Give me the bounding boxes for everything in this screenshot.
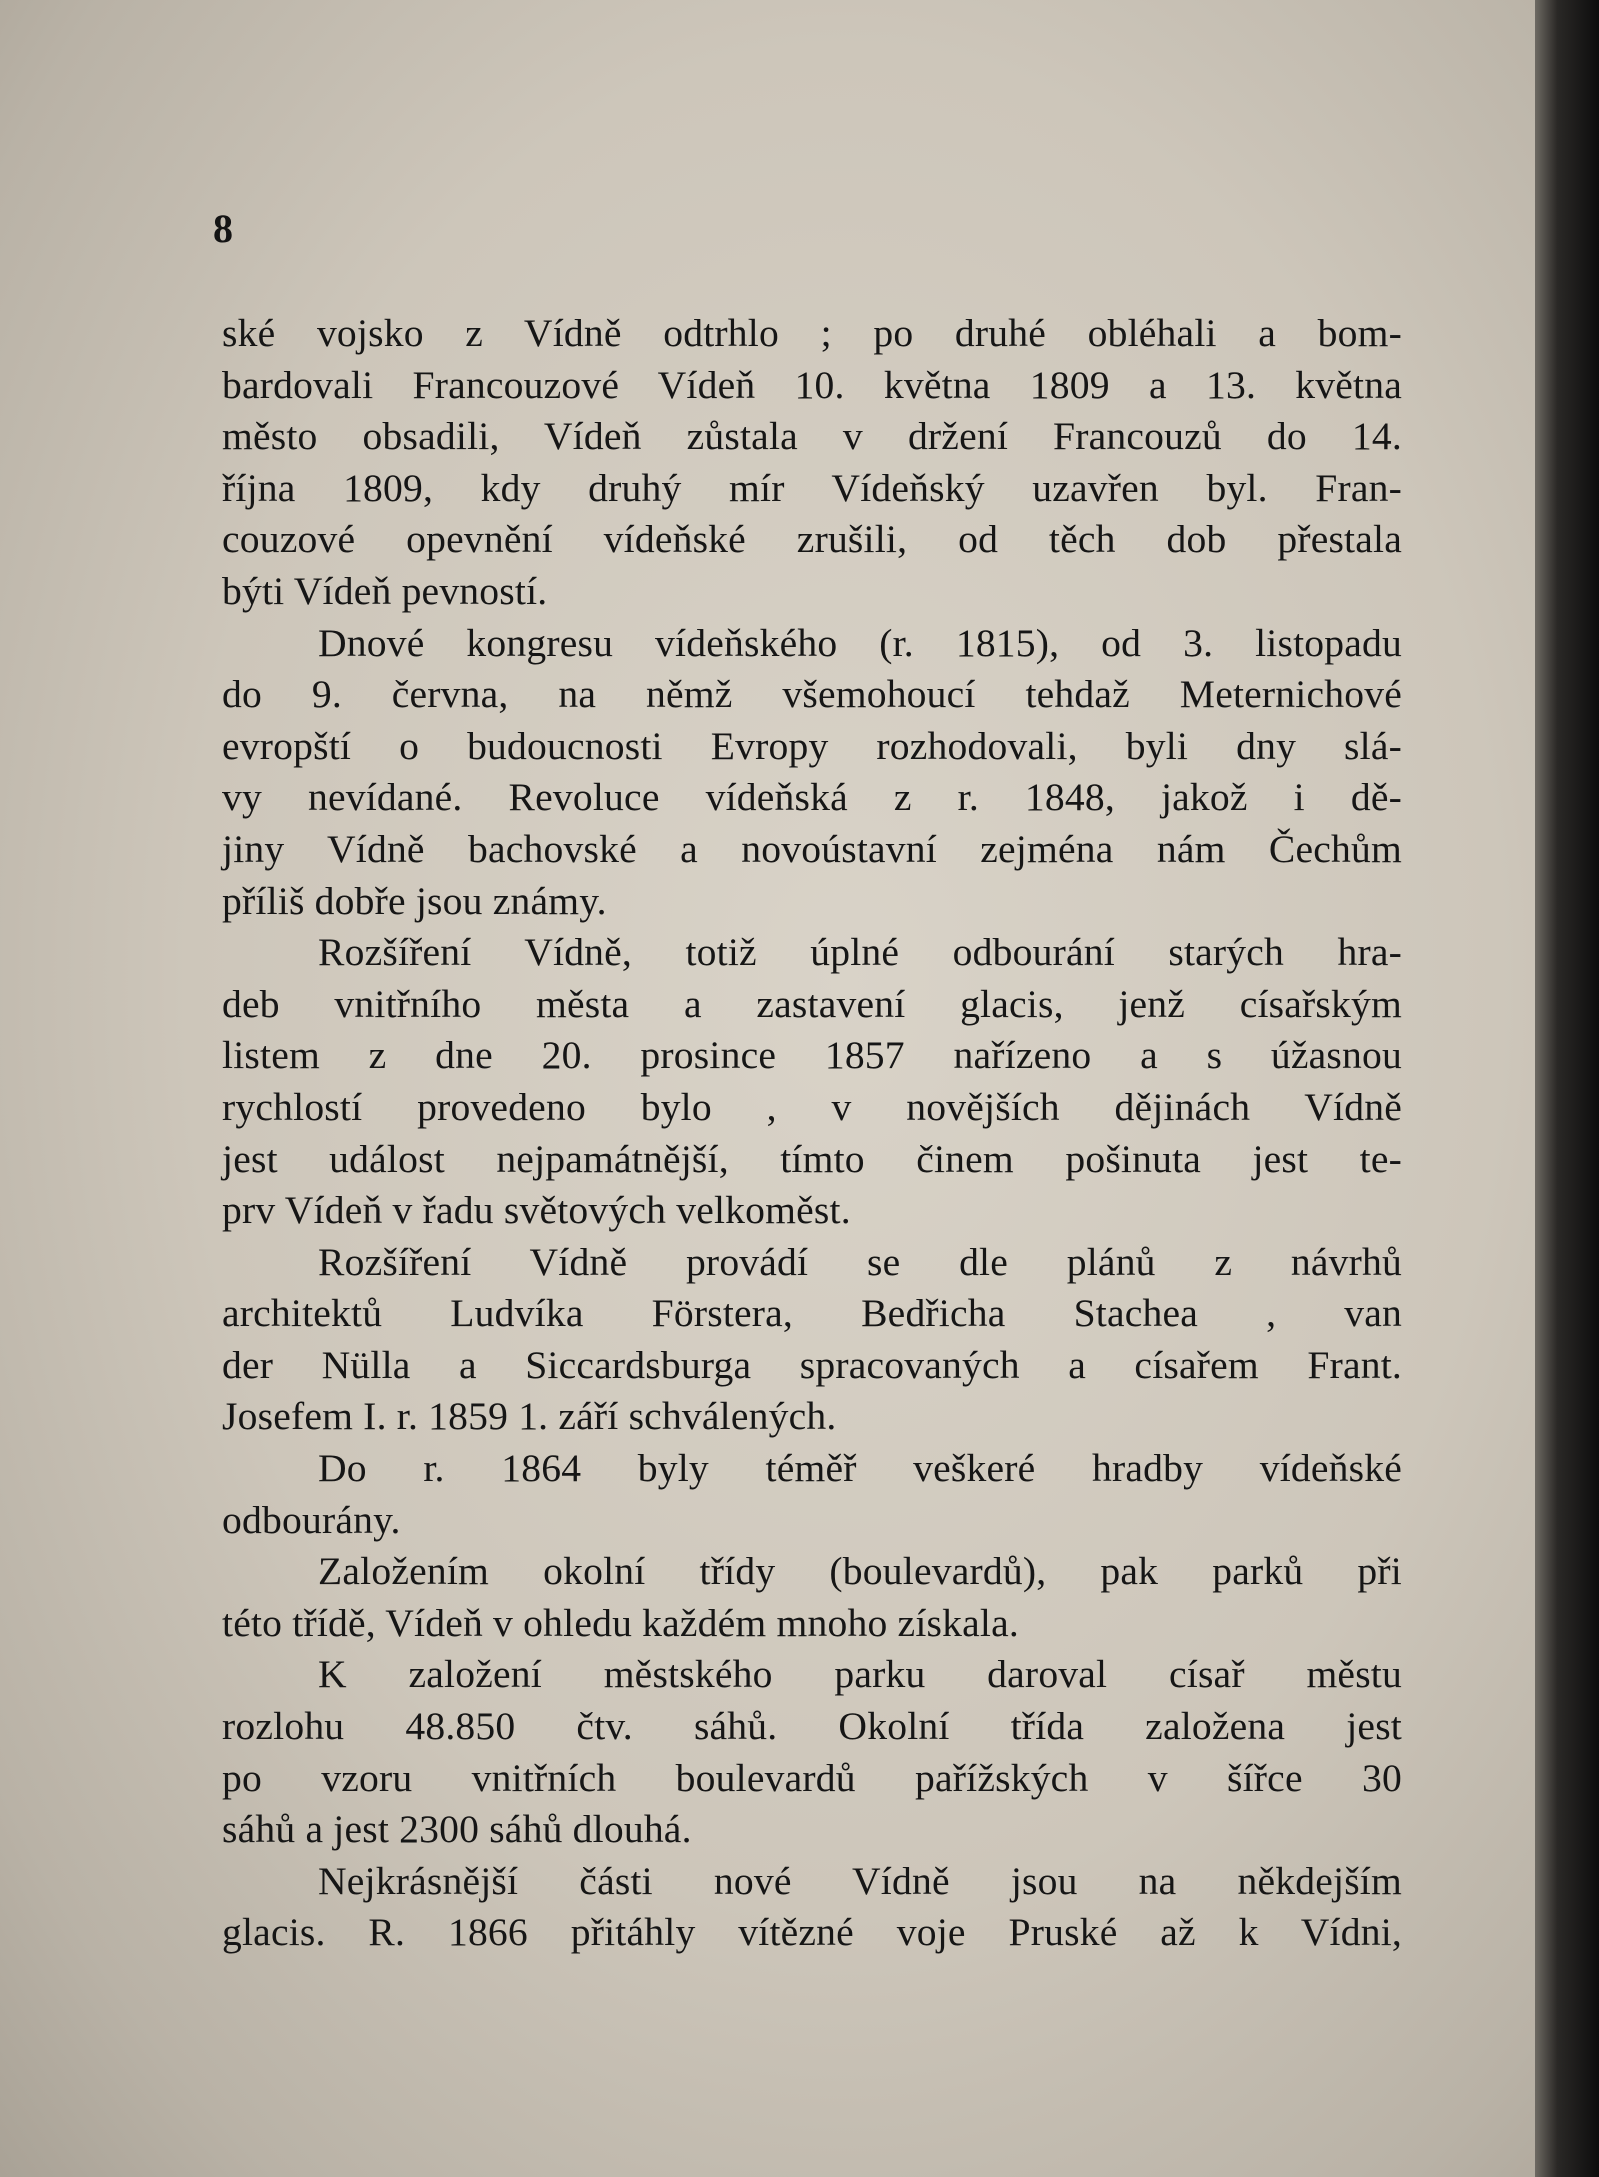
text-line: architektů Ludvíka Förstera, Bedřicha Stachea , van xyxy=(222,1291,1402,1336)
text-line: po vzoru vnitřních boulevardů pařížských v šířce 30 xyxy=(222,1755,1402,1800)
text-line: jiny Vídně bachovské a novoústavní zejména nám Čechům xyxy=(222,826,1402,871)
paragraph-3 xyxy=(222,927,1402,1237)
text-line: do 9. června, na němž všemohoucí tehdaž Meternichové xyxy=(222,672,1402,717)
page-number: 8 xyxy=(213,206,233,251)
text-line: této třídě, Vídeň v ohledu každém mnoho získala. xyxy=(222,1600,1019,1645)
text-line: glacis. R. 1866 přitáhly vítězné voje Pruské až k Vídni, xyxy=(222,1910,1402,1955)
text-line: K založení městského parku daroval císař městu xyxy=(318,1652,1402,1697)
binding-edge xyxy=(1535,0,1599,2177)
text-line: odbourány. xyxy=(222,1497,401,1542)
text-line: Do r. 1864 byly téměř veškeré hradby vídeňské xyxy=(318,1446,1402,1491)
text-line: Rozšíření Vídně provádí se dle plánů z návrhů xyxy=(318,1239,1402,1284)
text-line: Dnové kongresu vídeňského (r. 1815), od 3. listopadu xyxy=(318,620,1402,665)
text-line: Nejkrásnější části nové Vídně jsou na někdejším xyxy=(318,1858,1402,1903)
paragraph-4 xyxy=(222,1237,1402,1443)
paragraph-1 xyxy=(222,308,1402,618)
text-line: Rozšíření Vídně, totiž úplné odbourání starých hra- xyxy=(318,930,1402,975)
text-line: listem z dne 20. prosince 1857 nařízeno a s úžasnou xyxy=(222,1033,1402,1078)
text-line: město obsadili, Vídeň zůstala v držení Francouzů do 14. xyxy=(222,414,1402,459)
text-line: evropští o budoucnosti Evropy rozhodovali, byli dny slá- xyxy=(222,723,1402,768)
text-line: Josefem I. r. 1859 1. září schválených. xyxy=(222,1394,837,1439)
text-line: rychlostí provedeno bylo , v novějších dějinách Vídně xyxy=(222,1084,1402,1129)
text-line: couzové opevnění vídeňské zrušili, od těch dob přestala xyxy=(222,517,1402,562)
text-line: ské vojsko z Vídně odtrhlo ; po druhé obléhali a bom- xyxy=(222,311,1402,355)
text-line: Založením okolní třídy (boulevardů), pak parků při xyxy=(318,1549,1402,1594)
paragraph-5 xyxy=(222,1443,1402,1546)
text-line: vy nevídané. Revoluce vídeňská z r. 1848, jakož i dě- xyxy=(222,775,1402,820)
text-block xyxy=(222,308,1402,1959)
text-line: der Nülla a Siccardsburga spracovaných a císařem Frant. xyxy=(222,1342,1402,1387)
paragraph-8 xyxy=(222,1856,1402,1959)
text-line: deb vnitřního města a zastavení glacis, jenž císařským xyxy=(222,981,1402,1026)
text-line: býti Vídeň pevností. xyxy=(222,568,548,613)
paragraph-7 xyxy=(222,1649,1402,1855)
text-line: sáhů a jest 2300 sáhů dlouhá. xyxy=(222,1807,692,1852)
paragraph-6 xyxy=(222,1546,1402,1649)
text-line: rozlohu 48.850 čtv. sáhů. Okolní třída založena jest xyxy=(222,1704,1402,1749)
text-line: bardovali Francouzové Vídeň 10. května 1809 a 13. května xyxy=(222,362,1402,407)
text-line: jest událost nejpamátnější, tímto činem pošinuta jest te- xyxy=(222,1136,1402,1181)
text-line: prv Vídeň v řadu světových velkoměst. xyxy=(222,1188,851,1233)
paragraph-2 xyxy=(222,618,1402,928)
text-line: října 1809, kdy druhý mír Vídeňský uzavřen byl. Fran- xyxy=(222,465,1402,510)
text-line: příliš dobře jsou známy. xyxy=(222,878,607,923)
